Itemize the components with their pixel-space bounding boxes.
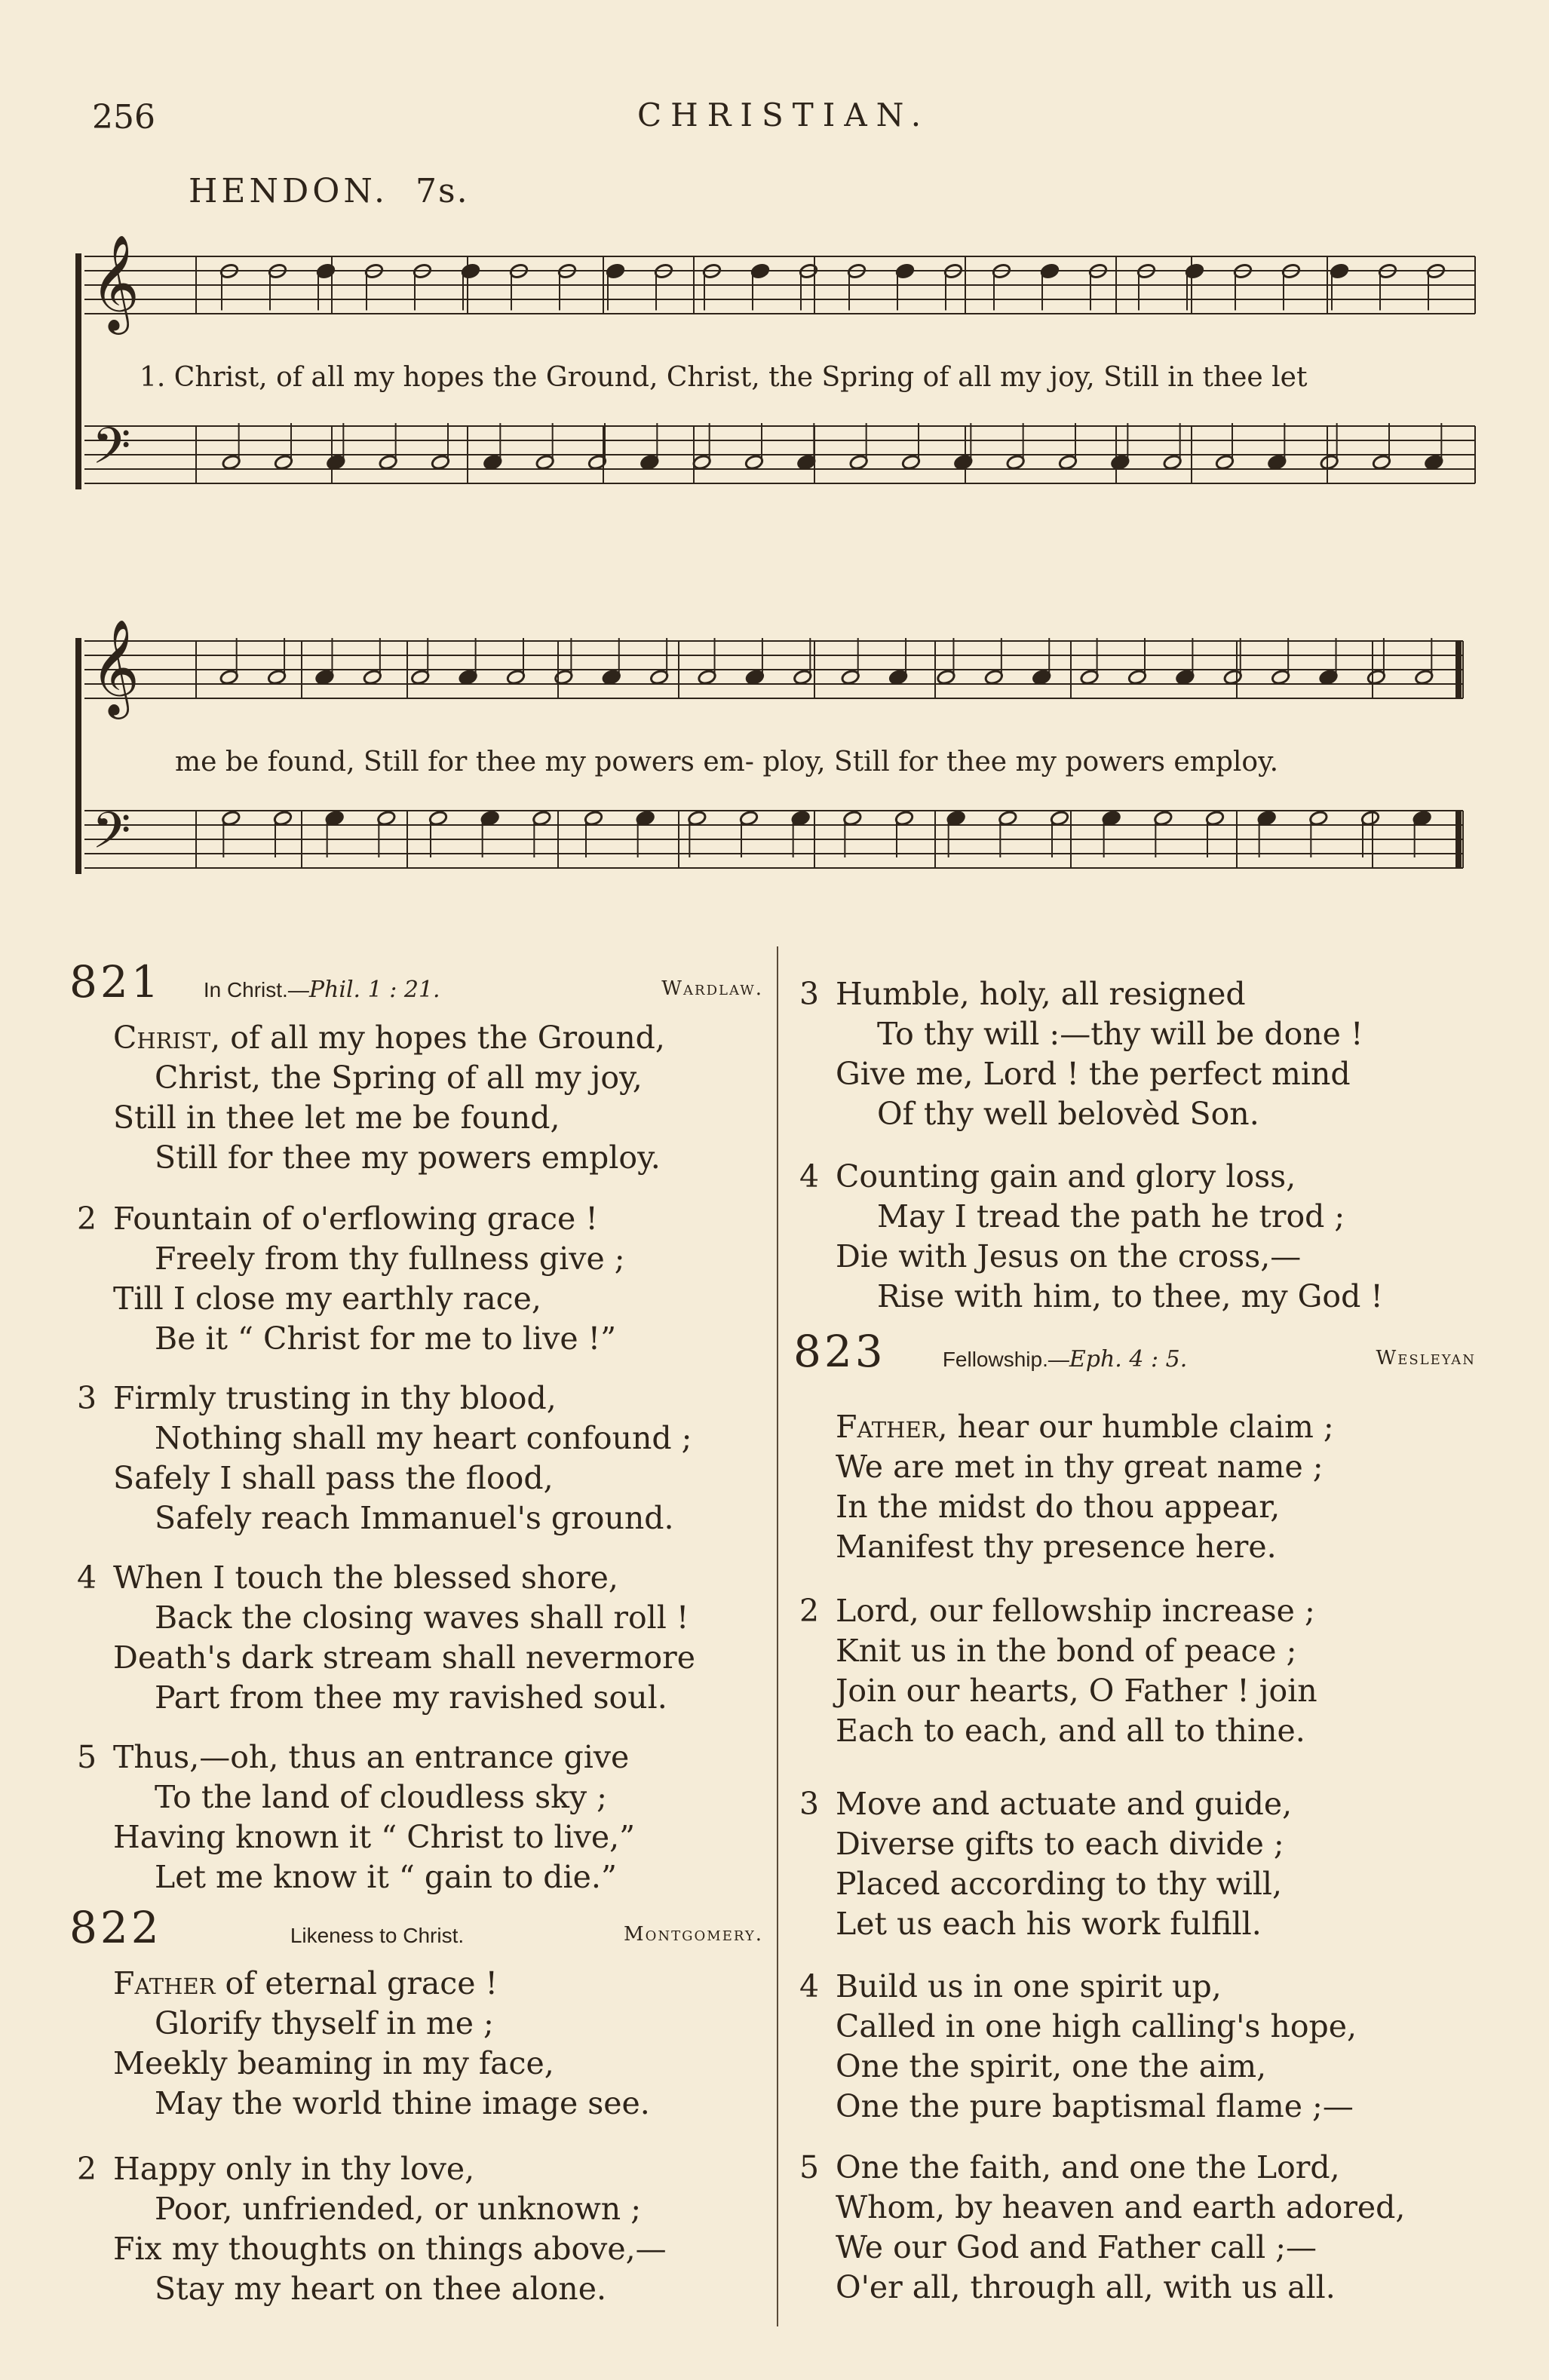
verse-line: Meekly beaming in my face, — [113, 2045, 554, 2081]
hymn-number: 823 — [793, 1326, 886, 1377]
verse-line: Diverse gifts to each divide ; — [836, 1826, 1284, 1862]
verse-line: Be it “ Christ for me to live !” — [155, 1320, 617, 1357]
verse-line: Give me, Lord ! the perfect mind — [836, 1056, 1351, 1092]
verse-line: May the world thine image see. — [155, 2085, 650, 2121]
verse-line: O'er all, through all, with us all. — [836, 2269, 1336, 2305]
verse-number: 4 — [799, 1158, 820, 1195]
tune-lyrics-line-2: me be found, Still for thee my powers em- ploy, Still for thee my powers employ. — [175, 747, 1279, 777]
verse-line: Back the closing waves shall roll ! — [155, 1599, 689, 1636]
verse-line: To the land of cloudless sky ; — [155, 1779, 607, 1815]
hymn-821-verse-1 — [113, 1018, 665, 1178]
hymn-number: 822 — [69, 1902, 162, 1953]
hymn-subject: In Christ.— — [203, 978, 309, 1001]
tune-name: HENDON. — [189, 172, 389, 210]
verse-line: Stay my heart on thee alone. — [155, 2271, 607, 2307]
verse-line: One the pure baptismal flame ;— — [836, 2088, 1354, 2124]
hymn-subject: Likeness to Christ. — [290, 1924, 465, 1947]
verse-number: 3 — [77, 1380, 97, 1416]
verse-number: 3 — [799, 976, 820, 1012]
verse-line: Counting gain and glory loss, — [836, 1158, 1296, 1195]
verse-line: Firmly trusting in thy blood, — [113, 1380, 557, 1416]
tune-title — [189, 172, 469, 210]
verse-line: Safely reach Immanuel's ground. — [155, 1500, 674, 1536]
verse-line: One the faith, and one the Lord, — [836, 2149, 1340, 2185]
hymn-823-verse-2 — [799, 1591, 1317, 1751]
verse-line: Build us in one spirit up, — [836, 1968, 1222, 2004]
verse-line: One the spirit, one the aim, — [836, 2048, 1267, 2084]
hymn-821-verse-2 — [77, 1199, 625, 1359]
verse-number: 4 — [77, 1560, 97, 1596]
verse-line: Thus,—oh, thus an entrance give — [113, 1739, 630, 1775]
hymn-821-verse-5 — [77, 1737, 636, 1897]
treble-clef: 𝄞 — [90, 234, 140, 330]
hymn-author: Montgomery. — [624, 1923, 763, 1946]
verse-line: Join our hearts, O Father ! join — [836, 1673, 1317, 1709]
verse-line: In the midst do thou appear, — [836, 1489, 1281, 1525]
verse-line: We our God and Father call ;— — [836, 2229, 1317, 2265]
bass-clef: 𝄢 — [92, 417, 131, 487]
verse-line: Nothing shall my heart confound ; — [155, 1420, 692, 1456]
hymn-author: Wesleyan — [1376, 1347, 1476, 1369]
tune-meter: 7s. — [416, 172, 469, 210]
verse-line: Move and actuate and guide, — [836, 1786, 1293, 1822]
verse-line: Happy only in thy love, — [113, 2151, 475, 2187]
running-head: CHRISTIAN. — [637, 97, 931, 133]
verse-line: of all my hopes the Ground, — [230, 1020, 665, 1056]
verse-line: Freely from thy fullness give ; — [155, 1241, 625, 1277]
verse-line: To thy will :—thy will be done ! — [877, 1016, 1363, 1052]
hymn-821-verse-3 — [77, 1379, 692, 1538]
verse-line: Still in thee let me be found, — [113, 1100, 560, 1136]
system-bracket — [75, 638, 81, 874]
column-divider — [777, 946, 778, 2326]
final-bar — [1455, 811, 1462, 868]
verse-number: 5 — [799, 2149, 820, 2185]
hymn-823-verse-4 — [799, 1967, 1357, 2127]
bass-notes — [222, 423, 1443, 471]
verse-first-word: Father, — [836, 1409, 948, 1445]
verse-line: Still for thee my powers employ. — [155, 1139, 661, 1176]
verse-line: Lord, our fellowship increase ; — [836, 1593, 1315, 1629]
verse-first-word: Father — [113, 1965, 216, 2001]
verse-line: Having known it “ Christ to live,” — [113, 1819, 636, 1855]
scripture-reference: Phil. 1 : 21. — [308, 977, 440, 1003]
verse-line: Die with Jesus on the cross,— — [836, 1238, 1302, 1274]
verse-line: Placed according to thy will, — [836, 1866, 1283, 1902]
hymn-821-verse-4 — [77, 1558, 695, 1718]
verse-line: Fountain of o'erflowing grace ! — [113, 1201, 598, 1237]
verse-line: hear our humble claim ; — [957, 1409, 1334, 1445]
verse-line: Let us each his work fulfill. — [836, 1906, 1262, 1942]
verse-line: Poor, unfriended, or unknown ; — [155, 2191, 642, 2227]
final-bar — [1455, 641, 1462, 698]
page-number: 256 — [92, 98, 155, 136]
music-system-2 — [0, 596, 1549, 935]
verse-number: 3 — [799, 1786, 820, 1822]
verse-line: Safely I shall pass the flood, — [113, 1460, 554, 1496]
verse-first-word: Christ, — [113, 1020, 221, 1056]
hymn-subject: Fellowship.— — [942, 1348, 1069, 1371]
verse-line: Christ, the Spring of all my joy, — [155, 1060, 643, 1096]
hymn-822-verse-4 — [799, 1157, 1383, 1317]
hymn-number: 821 — [69, 956, 162, 1008]
scripture-reference: Eph. 4 : 5. — [1069, 1346, 1188, 1372]
hymn-823-verse-5 — [799, 2148, 1406, 2308]
verse-number: 5 — [77, 1739, 97, 1775]
hymn-822-verse-2 — [77, 2149, 667, 2309]
verse-line: Till I close my earthly race, — [113, 1280, 541, 1317]
verse-number: 2 — [799, 1593, 820, 1629]
verse-line: Rise with him, to thee, my God ! — [877, 1278, 1383, 1314]
bass-clef: 𝄢 — [92, 802, 131, 872]
system-bracket — [75, 253, 81, 489]
verse-line: Humble, holy, all resigned — [836, 976, 1246, 1012]
hymn-823-heading — [793, 1326, 1476, 1377]
verse-line: Fix my thoughts on things above,— — [113, 2231, 667, 2267]
verse-line: Part from thee my ravished soul. — [155, 1679, 667, 1716]
verse-number: 2 — [77, 1201, 97, 1237]
music-system-1 — [0, 211, 1549, 543]
verse-line: Knit us in the bond of peace ; — [836, 1633, 1297, 1669]
hymn-author: Wardlaw. — [661, 977, 763, 1000]
verse-line: Let me know it “ gain to die.” — [155, 1859, 617, 1895]
verse-line: Each to each, and all to thine. — [836, 1713, 1305, 1749]
verse-line: Manifest thy presence here. — [836, 1529, 1277, 1565]
verse-line: We are met in thy great name ; — [836, 1449, 1324, 1485]
verse-line: Called in one high calling's hope, — [836, 2008, 1357, 2044]
treble-staff — [84, 641, 1463, 698]
hymn-823-verse-3 — [799, 1784, 1293, 1944]
verse-line: Of thy well belovèd Son. — [877, 1096, 1259, 1132]
verse-line: May I tread the path he trod ; — [877, 1198, 1345, 1234]
verse-line: Glorify thyself in me ; — [155, 2005, 494, 2041]
treble-clef: 𝄞 — [90, 618, 140, 715]
hymn-823-verse-1 — [836, 1407, 1334, 1567]
verse-number: 2 — [77, 2151, 97, 2187]
hymn-822-verse-1 — [113, 1964, 650, 2124]
hymn-822-verse-3 — [799, 974, 1363, 1134]
verse-line: of eternal grace ! — [225, 1965, 498, 2001]
tune-lyrics-line-1: 1. Christ, of all my hopes the Ground, Christ, the Spring of all my joy, Still in thee let — [140, 362, 1308, 393]
verse-line: Death's dark stream shall nevermore — [113, 1639, 695, 1676]
bass-staff — [84, 426, 1475, 483]
verse-number: 4 — [799, 1968, 820, 2004]
treble-notes — [219, 638, 1434, 685]
verse-line: Whom, by heaven and earth adored, — [836, 2189, 1406, 2225]
verse-line: When I touch the blessed shore, — [113, 1560, 618, 1596]
hymn-821-heading — [69, 956, 763, 1008]
hymn-822-heading — [69, 1902, 763, 1953]
treble-staff — [84, 256, 1475, 314]
bass-notes — [221, 810, 1431, 857]
